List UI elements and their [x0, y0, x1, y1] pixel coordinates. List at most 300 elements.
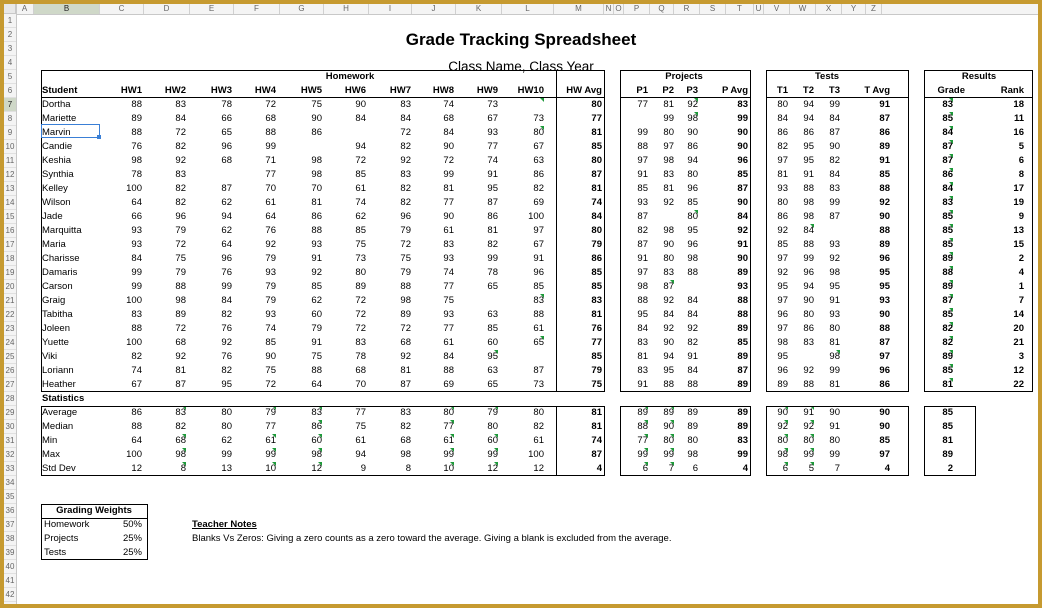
hw-average[interactable]: 84	[591, 211, 602, 222]
hw-score[interactable]: 82	[175, 197, 186, 208]
hw-average[interactable]: 83	[591, 295, 602, 306]
test-score[interactable]: 97	[777, 323, 788, 334]
project-score[interactable]: 92	[663, 323, 674, 334]
hw-score[interactable]: 69	[533, 197, 544, 208]
project-statistic[interactable]: 99	[650, 448, 674, 462]
test-avg-statistic[interactable]: 90	[879, 407, 890, 418]
hw-score[interactable]: 61	[265, 197, 276, 208]
test-statistic[interactable]: 80	[764, 434, 788, 448]
final-grade[interactable]: 87	[929, 294, 953, 308]
test-score[interactable]: 86	[777, 211, 788, 222]
test-score[interactable]: 87	[829, 211, 840, 222]
class-rank[interactable]: 11	[1013, 113, 1024, 124]
hw-score[interactable]: 74	[487, 155, 498, 166]
hw2-header[interactable]: HW2	[164, 85, 186, 96]
class-rank[interactable]: 21	[1013, 337, 1024, 348]
hw-score[interactable]: 82	[175, 183, 186, 194]
hw-average[interactable]: 79	[591, 239, 602, 250]
hw-statistic[interactable]: 8	[405, 463, 411, 474]
test-avg-statistic[interactable]: 85	[879, 435, 890, 446]
project-average[interactable]: 92	[737, 225, 748, 236]
hw-score[interactable]: 85	[355, 225, 366, 236]
hw-score[interactable]: 90	[311, 113, 322, 124]
project-score[interactable]: 81	[637, 351, 648, 362]
test-average[interactable]: 86	[879, 127, 890, 138]
test-score[interactable]: 92	[803, 365, 814, 376]
hw10-header[interactable]: HW10	[517, 85, 544, 96]
test-score[interactable]: 88	[803, 239, 814, 250]
column-header-q[interactable]: Q	[650, 4, 674, 14]
column-header-c[interactable]: C	[100, 4, 144, 14]
hw-score[interactable]: 85	[533, 281, 544, 292]
hw-score[interactable]: 90	[443, 141, 454, 152]
project-score[interactable]: 83	[637, 337, 648, 348]
hw-statistic[interactable]: 10	[412, 462, 454, 476]
test-score[interactable]: 95	[803, 141, 814, 152]
row-header-9[interactable]: 9	[4, 126, 16, 140]
student-header[interactable]: Student	[42, 85, 78, 96]
project-score[interactable]: 98	[687, 253, 698, 264]
project-score[interactable]: 97	[663, 141, 674, 152]
hw-score[interactable]: 82	[131, 351, 142, 362]
test-score[interactable]: 80	[803, 309, 814, 320]
final-grade[interactable]: 85	[929, 210, 953, 224]
homework-section-header[interactable]: Homework	[325, 71, 375, 82]
hw-score[interactable]: 92	[175, 155, 186, 166]
hw-average[interactable]: 80	[591, 155, 602, 166]
student-name[interactable]: Tabitha	[42, 309, 73, 320]
hw-score[interactable]: 98	[131, 155, 142, 166]
test-score[interactable]: 81	[829, 337, 840, 348]
hw-score[interactable]: 72	[400, 127, 411, 138]
teacher-notes-title[interactable]: Teacher Notes	[192, 519, 257, 530]
row-header-33[interactable]: 33	[4, 462, 16, 476]
hw-score[interactable]: 82	[221, 309, 232, 320]
test-score[interactable]: 84	[829, 113, 840, 124]
final-grade[interactable]: 83	[929, 196, 953, 210]
project-statistic[interactable]: 7	[650, 462, 674, 476]
final-grade[interactable]: 89	[929, 252, 953, 266]
class-rank[interactable]: 3	[1018, 351, 1024, 362]
t2-header[interactable]: T2	[802, 85, 814, 96]
hw-score[interactable]: 68	[175, 337, 186, 348]
project-score[interactable]: 88	[637, 141, 648, 152]
project-statistic[interactable]: 80	[687, 435, 698, 446]
hw-score[interactable]: 94	[221, 211, 232, 222]
row-header-12[interactable]: 12	[4, 168, 16, 182]
test-score[interactable]: 93	[829, 309, 840, 320]
final-grade[interactable]: 84	[929, 182, 953, 196]
test-average[interactable]: 95	[879, 281, 890, 292]
hw-score[interactable]: 62	[355, 211, 366, 222]
hw-score[interactable]: 98	[311, 169, 322, 180]
test-average[interactable]: 97	[879, 351, 890, 362]
test-score[interactable]: 86	[803, 127, 814, 138]
hw-score[interactable]: 65	[487, 379, 498, 390]
hw-score[interactable]: 96	[221, 253, 232, 264]
hw-score[interactable]: 82	[400, 141, 411, 152]
hw-score[interactable]: 100	[126, 183, 142, 194]
project-score[interactable]: 81	[663, 99, 674, 110]
hw-statistic[interactable]: 98	[144, 448, 186, 462]
hw-score[interactable]: 62	[221, 197, 232, 208]
statistic-label[interactable]: Median	[42, 421, 74, 432]
project-score[interactable]: 86	[687, 141, 698, 152]
row-header-21[interactable]: 21	[4, 294, 16, 308]
column-header-x[interactable]: X	[816, 4, 842, 14]
hw-score[interactable]: 81	[311, 197, 322, 208]
project-score[interactable]: 98	[637, 281, 648, 292]
hw-score[interactable]: 76	[221, 323, 232, 334]
project-avg-statistic[interactable]: 83	[737, 435, 748, 446]
hw-score[interactable]: 100	[126, 337, 142, 348]
project-score[interactable]: 84	[687, 295, 698, 306]
hw-score[interactable]: 94	[355, 141, 366, 152]
hw-score[interactable]: 74	[443, 99, 454, 110]
column-header-s[interactable]: S	[700, 4, 726, 14]
project-score[interactable]: 81	[663, 183, 674, 194]
hw-average[interactable]: 77	[591, 113, 602, 124]
project-average[interactable]: 89	[737, 323, 748, 334]
project-score[interactable]: 90	[687, 127, 698, 138]
column-header-v[interactable]: V	[764, 4, 790, 14]
hw-score[interactable]: 70	[265, 183, 276, 194]
hw-score[interactable]: 74	[443, 267, 454, 278]
student-name[interactable]: Damaris	[42, 267, 78, 278]
column-header-w[interactable]: W	[790, 4, 816, 14]
hw-score[interactable]: 90	[355, 99, 366, 110]
row-header-13[interactable]: 13	[4, 182, 16, 196]
project-score[interactable]: 97	[637, 155, 648, 166]
test-score[interactable]: 91	[803, 169, 814, 180]
test-score[interactable]: 97	[777, 155, 788, 166]
hw-statistic[interactable]: 98	[400, 449, 411, 460]
hw-score[interactable]: 63	[533, 155, 544, 166]
row-header-26[interactable]: 26	[4, 364, 16, 378]
results-section-header[interactable]: Results	[961, 71, 997, 82]
test-statistic[interactable]: 91	[790, 406, 814, 420]
hw-score[interactable]: 69	[443, 379, 454, 390]
test-average[interactable]: 85	[879, 169, 890, 180]
hw-score[interactable]: 82	[400, 197, 411, 208]
hw-score[interactable]: 63	[487, 309, 498, 320]
hw-score[interactable]: 77	[443, 197, 454, 208]
hw-score[interactable]: 84	[221, 295, 232, 306]
final-grade[interactable]: 85	[929, 308, 953, 322]
row-header-2[interactable]: 2	[4, 28, 16, 42]
row-header-1[interactable]: 1	[4, 14, 16, 28]
column-header-f[interactable]: F	[234, 4, 280, 14]
test-average[interactable]: 88	[879, 225, 890, 236]
column-header-p[interactable]: P	[624, 4, 650, 14]
row-header-18[interactable]: 18	[4, 252, 16, 266]
test-score[interactable]: 96	[777, 365, 788, 376]
student-name[interactable]: Marvin	[42, 127, 71, 138]
student-name[interactable]: Jade	[42, 211, 63, 222]
hw-statistic[interactable]: 61	[533, 435, 544, 446]
test-statistic[interactable]: 80	[829, 435, 840, 446]
hw-score[interactable]: 93	[131, 239, 142, 250]
final-grade[interactable]: 85	[929, 112, 953, 126]
tests-section-header[interactable]: Tests	[814, 71, 840, 82]
hw-score[interactable]: 91	[311, 337, 322, 348]
hw-score[interactable]: 99	[131, 267, 142, 278]
hw-score[interactable]: 82	[175, 141, 186, 152]
project-statistic[interactable]: 89	[687, 407, 698, 418]
column-header-a[interactable]: A	[16, 4, 34, 14]
hw-statistic[interactable]: 99	[234, 448, 276, 462]
rank-header[interactable]: Rank	[1000, 85, 1024, 96]
row-header-23[interactable]: 23	[4, 322, 16, 336]
row-header-42[interactable]: 42	[4, 588, 16, 602]
test-statistic[interactable]: 98	[764, 448, 788, 462]
project-score[interactable]: 82	[687, 337, 698, 348]
test-score[interactable]: 88	[803, 379, 814, 390]
hw-score[interactable]: 92	[311, 267, 322, 278]
project-average[interactable]: 96	[737, 155, 748, 166]
project-score[interactable]: 92	[687, 323, 698, 334]
hw-score[interactable]: 81	[175, 365, 186, 376]
hw8-header[interactable]: HW8	[432, 85, 454, 96]
hw-score[interactable]: 67	[533, 141, 544, 152]
test-score[interactable]: 85	[777, 239, 788, 250]
test-score[interactable]: 97	[777, 295, 788, 306]
project-average[interactable]: 87	[737, 365, 748, 376]
final-grade[interactable]: 81	[929, 378, 953, 392]
hw-score[interactable]: 77	[443, 323, 454, 334]
hw-statistic[interactable]: 79	[456, 406, 498, 420]
class-rank[interactable]: 2	[1018, 253, 1024, 264]
student-name[interactable]: Keshia	[42, 155, 72, 166]
test-average[interactable]: 92	[879, 197, 890, 208]
student-name[interactable]: Candie	[42, 141, 73, 152]
hw-score[interactable]: 93	[443, 253, 454, 264]
test-score[interactable]: 96	[803, 267, 814, 278]
test-average[interactable]: 89	[879, 239, 890, 250]
hw-statistic[interactable]: 98	[280, 448, 322, 462]
hw-score[interactable]: 92	[175, 351, 186, 362]
hw-score[interactable]: 87	[400, 379, 411, 390]
student-name[interactable]: Wilson	[42, 197, 71, 208]
hw-statistic[interactable]: 83	[144, 406, 186, 420]
hw-statistic[interactable]: 77	[412, 420, 454, 434]
test-score[interactable]: 99	[829, 197, 840, 208]
project-score[interactable]: 87	[637, 211, 648, 222]
test-average[interactable]: 86	[879, 379, 890, 390]
row-header-35[interactable]: 35	[4, 490, 16, 504]
test-score[interactable]: 97	[777, 253, 788, 264]
grade-statistic[interactable]: 85	[942, 407, 953, 418]
project-statistic[interactable]: 89	[650, 406, 674, 420]
hw-score[interactable]: 90	[265, 351, 276, 362]
student-name[interactable]: Graig	[42, 295, 66, 306]
test-average[interactable]: 90	[879, 211, 890, 222]
project-score[interactable]: 85	[637, 183, 648, 194]
student-name[interactable]: Mariette	[42, 113, 77, 124]
hw-average[interactable]: 77	[591, 337, 602, 348]
row-header-28[interactable]: 28	[4, 392, 16, 406]
weight-value[interactable]: 50%	[122, 519, 142, 530]
hw-score[interactable]: 61	[443, 337, 454, 348]
project-score[interactable]: 96	[687, 183, 698, 194]
hw-score[interactable]: 68	[400, 337, 411, 348]
hw-score[interactable]: 68	[443, 113, 454, 124]
weight-label[interactable]: Tests	[44, 547, 67, 558]
final-grade[interactable]: 88	[929, 266, 953, 280]
hw-score[interactable]: 83	[502, 294, 544, 308]
project-score[interactable]: 88	[637, 295, 648, 306]
class-rank[interactable]: 13	[1013, 225, 1024, 236]
hw-average[interactable]: 76	[591, 323, 602, 334]
hw-score[interactable]: 79	[400, 225, 411, 236]
final-grade[interactable]: 86	[929, 168, 953, 182]
project-score[interactable]: 95	[663, 365, 674, 376]
hw-score[interactable]: 84	[131, 253, 142, 264]
hw-score[interactable]: 78	[131, 169, 142, 180]
test-avg-statistic[interactable]: 97	[879, 449, 890, 460]
hw-score[interactable]: 87	[221, 183, 232, 194]
hw-score[interactable]: 95	[456, 350, 498, 364]
hw-statistic[interactable]: 12	[131, 463, 142, 474]
test-score[interactable]: 90	[829, 141, 840, 152]
statistic-label[interactable]: Min	[42, 435, 58, 446]
hw-statistic[interactable]: 79	[234, 406, 276, 420]
hw-average[interactable]: 85	[591, 267, 602, 278]
test-score[interactable]: 92	[777, 225, 788, 236]
hw-average[interactable]: 86	[591, 253, 602, 264]
row-header-10[interactable]: 10	[4, 140, 16, 154]
row-header-8[interactable]: 8	[4, 112, 16, 126]
hw-score[interactable]: 62	[311, 295, 322, 306]
test-score[interactable]: 93	[777, 183, 788, 194]
hw-score[interactable]: 72	[355, 155, 366, 166]
project-score[interactable]: 87	[650, 280, 674, 294]
student-name[interactable]: Yuette	[42, 337, 69, 348]
grade-statistic[interactable]: 85	[942, 421, 953, 432]
hw-average[interactable]: 85	[591, 351, 602, 362]
column-header-o[interactable]: O	[614, 4, 624, 14]
test-statistic[interactable]: 5	[790, 462, 814, 476]
hw-statistic[interactable]: 68	[144, 434, 186, 448]
hw-score[interactable]: 64	[311, 379, 322, 390]
hw-average[interactable]: 85	[591, 141, 602, 152]
hw-statistic[interactable]: 77	[355, 407, 366, 418]
row-header-37[interactable]: 37	[4, 518, 16, 532]
project-score[interactable]: 92	[663, 295, 674, 306]
project-score[interactable]: 96	[687, 239, 698, 250]
final-grade[interactable]: 89	[929, 350, 953, 364]
hw-score[interactable]: 83	[400, 169, 411, 180]
project-score[interactable]: 92	[663, 197, 674, 208]
project-statistic[interactable]: 90	[650, 420, 674, 434]
test-score[interactable]: 83	[803, 337, 814, 348]
project-average[interactable]: 89	[737, 351, 748, 362]
hw-statistic[interactable]: 80	[221, 421, 232, 432]
project-statistic[interactable]: 77	[624, 434, 648, 448]
hw-score[interactable]: 92	[265, 239, 276, 250]
hw-statistic[interactable]: 61	[412, 434, 454, 448]
hw-avg-statistic[interactable]: 74	[591, 435, 602, 446]
final-grade[interactable]: 84	[929, 126, 953, 140]
test-score[interactable]: 98	[803, 211, 814, 222]
hw-score[interactable]: 93	[131, 225, 142, 236]
project-average[interactable]: 85	[737, 169, 748, 180]
fill-handle[interactable]	[97, 135, 101, 139]
student-name[interactable]: Viki	[42, 351, 58, 362]
test-score[interactable]: 99	[829, 99, 840, 110]
hw-score[interactable]: 84	[355, 113, 366, 124]
final-grade[interactable]: 89	[929, 280, 953, 294]
hw-score[interactable]: 82	[400, 183, 411, 194]
row-header-27[interactable]: 27	[4, 378, 16, 392]
class-rank[interactable]: 9	[1018, 211, 1024, 222]
student-name[interactable]: Heather	[42, 379, 76, 390]
row-header-31[interactable]: 31	[4, 434, 16, 448]
hw-score[interactable]: 81	[487, 225, 498, 236]
class-rank[interactable]: 6	[1018, 155, 1024, 166]
hw-score[interactable]: 78	[221, 99, 232, 110]
hw-statistic[interactable]: 12	[533, 463, 544, 474]
test-score[interactable]: 95	[829, 281, 840, 292]
hw-statistic[interactable]: 99	[456, 448, 498, 462]
hw-statistic[interactable]: 80	[487, 421, 498, 432]
hw-average[interactable]: 75	[591, 379, 602, 390]
hw-score[interactable]: 99	[443, 169, 454, 180]
weight-value[interactable]: 25%	[122, 547, 142, 558]
hw-score[interactable]: 91	[487, 169, 498, 180]
hw-score[interactable]: 73	[355, 253, 366, 264]
final-grade[interactable]: 85	[929, 364, 953, 378]
hw-score[interactable]: 72	[355, 295, 366, 306]
class-rank[interactable]: 15	[1013, 239, 1024, 250]
project-statistic[interactable]: 98	[687, 449, 698, 460]
hw-statistic[interactable]: 62	[221, 435, 232, 446]
test-score[interactable]: 86	[777, 127, 788, 138]
hw-score[interactable]: 60	[487, 337, 498, 348]
hw-score[interactable]: 96	[175, 211, 186, 222]
grade-header[interactable]: Grade	[937, 85, 965, 96]
test-average[interactable]: 93	[879, 295, 890, 306]
column-header-e[interactable]: E	[190, 4, 234, 14]
hw-statistic[interactable]: 60	[456, 434, 498, 448]
hw-score[interactable]: 75	[400, 253, 411, 264]
hw-score[interactable]: 66	[131, 211, 142, 222]
project-avg-statistic[interactable]: 99	[737, 449, 748, 460]
row-header-25[interactable]: 25	[4, 350, 16, 364]
test-average[interactable]: 88	[879, 323, 890, 334]
hw-score[interactable]: 72	[265, 379, 276, 390]
project-avg-statistic[interactable]: 4	[742, 463, 748, 474]
grade-statistic[interactable]: 89	[942, 449, 953, 460]
hw-score[interactable]: 65	[221, 127, 232, 138]
hw-score[interactable]: 92	[400, 351, 411, 362]
hw-statistic[interactable]: 77	[265, 421, 276, 432]
hw4-header[interactable]: HW4	[254, 85, 276, 96]
hw-score[interactable]: 79	[265, 281, 276, 292]
hw-score[interactable]: 82	[533, 183, 544, 194]
row-header-39[interactable]: 39	[4, 546, 16, 560]
project-score[interactable]: 92	[674, 98, 698, 112]
hw-score[interactable]: 67	[487, 113, 498, 124]
t1-header[interactable]: T1	[776, 85, 788, 96]
hw-score[interactable]: 90	[443, 211, 454, 222]
test-average[interactable]: 95	[879, 267, 890, 278]
hw-score[interactable]: 93	[265, 309, 276, 320]
test-score[interactable]: 90	[803, 295, 814, 306]
hw-score[interactable]: 72	[175, 239, 186, 250]
hw-score[interactable]: 72	[355, 309, 366, 320]
hw-avg-statistic[interactable]: 87	[591, 449, 602, 460]
